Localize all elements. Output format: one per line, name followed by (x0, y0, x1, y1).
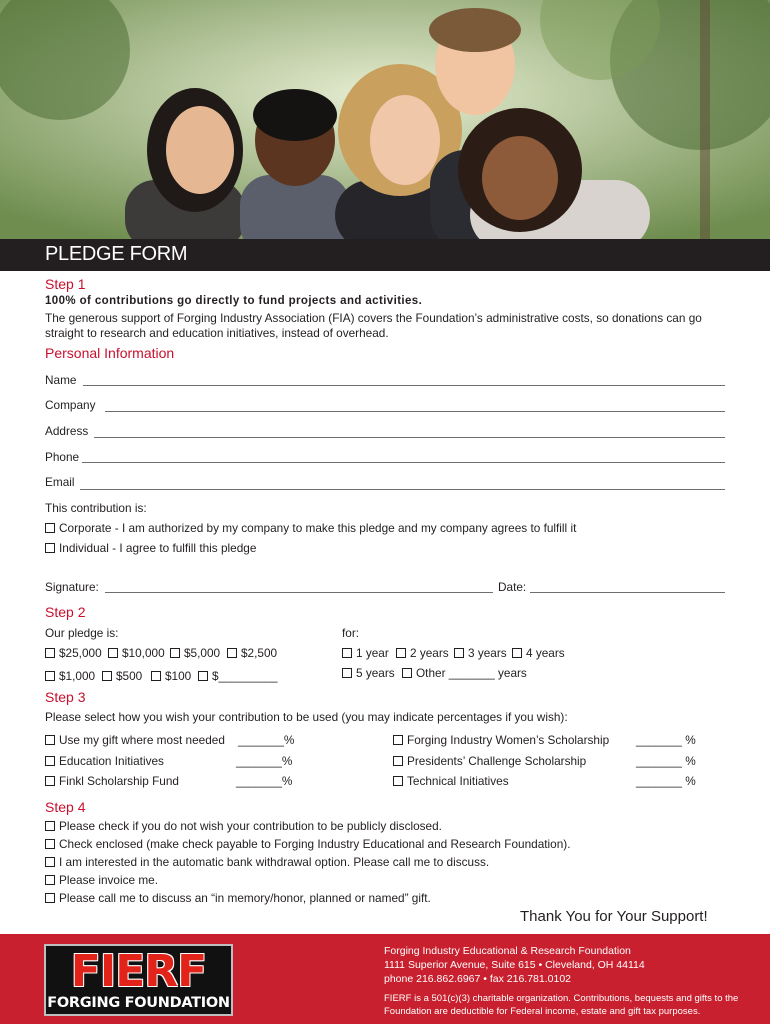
signature-label: Signature: (45, 580, 99, 594)
corporate-option-label: Corporate - I am authorized by my company to make this pledge and my company agrees to fulfill it (59, 521, 577, 535)
phone-field[interactable] (82, 462, 725, 463)
amount-25000[interactable] (45, 646, 102, 661)
education-label: Education Initiatives (59, 754, 164, 768)
use-option-finkl[interactable] (45, 774, 179, 789)
personal-info-heading: Personal Information (45, 345, 175, 361)
no-disclosure-checkbox[interactable] (45, 821, 55, 831)
address-label: Address (45, 424, 89, 438)
header-photo (0, 0, 770, 239)
individual-option-label: Individual - I agree to fulfill this pledge (59, 541, 257, 555)
step4-option-check-enclosed[interactable] (45, 837, 571, 852)
date-label: Date: (498, 580, 527, 594)
check-enclosed-label: Check enclosed (make check payable to Forging Industry Educational and Research Foundation). (59, 837, 571, 851)
most-needed-percent[interactable]: _______% (238, 733, 295, 747)
bank-withdrawal-label: I am interested in the automatic bank withdrawal option. Please call me to discuss. (59, 855, 490, 869)
corporate-option[interactable] (45, 521, 576, 536)
amount-10000-checkbox[interactable] (108, 648, 118, 658)
amount-2500[interactable] (227, 646, 277, 661)
amount-other[interactable] (198, 669, 278, 684)
amount-500-checkbox[interactable] (102, 671, 112, 681)
step3-heading: Step 3 (45, 689, 86, 705)
date-field[interactable] (530, 592, 725, 593)
for-label: for: (342, 626, 360, 640)
years-5[interactable] (342, 666, 395, 681)
page-title: PLEDGE FORM (45, 243, 188, 265)
years-other-label: Other _______ years (416, 666, 527, 680)
education-checkbox[interactable] (45, 756, 55, 766)
amount-100-label: $100 (165, 669, 192, 683)
footer-tax-line2: Foundation are deductible for Federal income, estate and gift tax purposes. (384, 1006, 701, 1017)
years-3-label: 3 years (468, 646, 507, 660)
most-needed-label: Use my gift where most needed (59, 733, 225, 747)
womens-scholarship-percent[interactable]: _______ % (636, 733, 696, 747)
technical-checkbox[interactable] (393, 776, 403, 786)
years-other[interactable] (402, 666, 527, 681)
finkl-checkbox[interactable] (45, 776, 55, 786)
use-option-presidents-challenge[interactable] (393, 754, 586, 769)
company-field[interactable] (105, 411, 725, 412)
memorial-gift-label: Please call me to discuss an “in memory/honor, planned or named” gift. (59, 891, 431, 905)
amount-other-label: $_________ (212, 669, 278, 683)
amount-5000-label: $5,000 (184, 646, 221, 660)
company-label: Company (45, 398, 96, 412)
thank-you-text: Thank You for Your Support! (520, 908, 708, 925)
presidents-challenge-label: Presidents’ Challenge Scholarship (407, 754, 587, 768)
logo-wordmark: FIERF (70, 946, 207, 997)
years-3-checkbox[interactable] (454, 648, 464, 658)
step4-option-memorial-gift[interactable] (45, 891, 431, 906)
amount-10000-label: $10,000 (122, 646, 165, 660)
presidents-challenge-percent[interactable]: _______ % (636, 754, 696, 768)
pledge-label: Our pledge is: (45, 626, 119, 640)
invoice-label: Please invoice me. (59, 873, 159, 887)
corporate-checkbox[interactable] (45, 523, 55, 533)
step4-heading: Step 4 (45, 799, 86, 815)
amount-500-label: $500 (116, 669, 143, 683)
use-option-technical[interactable] (393, 774, 509, 789)
title-bar (0, 239, 770, 271)
amount-25000-label: $25,000 (59, 646, 102, 660)
name-field[interactable] (83, 385, 725, 386)
email-field[interactable] (80, 489, 725, 490)
amount-2500-label: $2,500 (241, 646, 278, 660)
check-enclosed-checkbox[interactable] (45, 839, 55, 849)
amount-100-checkbox[interactable] (151, 671, 161, 681)
years-1-label: 1 year (356, 646, 389, 660)
finkl-label: Finkl Scholarship Fund (59, 774, 179, 788)
technical-percent[interactable]: _______ % (636, 774, 696, 788)
email-label: Email (45, 475, 75, 489)
amount-other-checkbox[interactable] (198, 671, 208, 681)
amount-1000-label: $1,000 (59, 669, 96, 683)
memorial-gift-checkbox[interactable] (45, 893, 55, 903)
years-2-checkbox[interactable] (396, 648, 406, 658)
most-needed-checkbox[interactable] (45, 735, 55, 745)
no-disclosure-label: Please check if you do not wish your contribution to be publicly disclosed. (59, 819, 442, 833)
individual-option[interactable] (45, 541, 256, 556)
name-label: Name (45, 373, 77, 387)
signature-field[interactable] (105, 592, 493, 593)
step1-body-line2: straight to research and education initiatives, instead of overhead. (45, 326, 389, 340)
years-3[interactable] (454, 646, 507, 661)
footer-tax-line1: FIERF is a 501(c)(3) charitable organization. Contributions, bequests and gifts to the (384, 993, 739, 1004)
years-4-checkbox[interactable] (512, 648, 522, 658)
footer-org-name: Forging Industry Educational & Research Foundation (384, 945, 631, 957)
years-4[interactable] (512, 646, 565, 661)
step2-heading: Step 2 (45, 604, 86, 620)
step1-heading: Step 1 (45, 276, 86, 292)
step4-option-bank-withdrawal[interactable] (45, 855, 489, 870)
years-4-label: 4 years (526, 646, 565, 660)
amount-10000[interactable] (108, 646, 165, 661)
step1-body-line1: The generous support of Forging Industry Association (FIA) covers the Foundation’s administrative costs, so donations can go (45, 311, 702, 325)
address-field[interactable] (94, 437, 725, 438)
womens-scholarship-label: Forging Industry Women’s Scholarship (407, 733, 610, 747)
use-option-most-needed[interactable] (45, 733, 225, 748)
individual-checkbox[interactable] (45, 543, 55, 553)
amount-5000-checkbox[interactable] (170, 648, 180, 658)
womens-scholarship-checkbox[interactable] (393, 735, 403, 745)
step1-headline: 100% of contributions go directly to fund projects and activities. (45, 295, 423, 307)
contribution-label: This contribution is: (45, 501, 147, 515)
amount-500[interactable] (102, 669, 142, 684)
years-other-checkbox[interactable] (402, 668, 412, 678)
technical-label: Technical Initiatives (407, 774, 509, 788)
years-1-checkbox[interactable] (342, 648, 352, 658)
step3-instruction: Please select how you wish your contribution to be used (you may indicate percentages if you wish): (45, 710, 568, 724)
amount-25000-checkbox[interactable] (45, 648, 55, 658)
years-2-label: 2 years (410, 646, 449, 660)
amount-1000[interactable] (45, 669, 95, 684)
finkl-percent[interactable]: _______% (236, 774, 293, 788)
use-option-education[interactable] (45, 754, 164, 769)
footer-address: 1111 Superior Avenue, Suite 615 • Cleveland, OH 44114 (384, 959, 645, 971)
step4-option-no-disclosure[interactable] (45, 819, 442, 834)
invoice-checkbox[interactable] (45, 875, 55, 885)
footer-contact: phone 216.862.6967 • fax 216.781.0102 (384, 973, 572, 985)
years-5-checkbox[interactable] (342, 668, 352, 678)
years-5-label: 5 years (356, 666, 395, 680)
presidents-challenge-checkbox[interactable] (393, 756, 403, 766)
step4-option-invoice[interactable] (45, 873, 158, 888)
students-photo-illustration (0, 0, 770, 239)
amount-5000[interactable] (170, 646, 220, 661)
years-1[interactable] (342, 646, 389, 661)
logo-subtitle: FORGING FOUNDATION (47, 995, 230, 1011)
fierf-logo (44, 944, 233, 1016)
amount-100[interactable] (151, 669, 191, 684)
use-option-womens-scholarship[interactable] (393, 733, 609, 748)
education-percent[interactable]: _______% (236, 754, 293, 768)
phone-label: Phone (45, 450, 80, 464)
bank-withdrawal-checkbox[interactable] (45, 857, 55, 867)
amount-1000-checkbox[interactable] (45, 671, 55, 681)
amount-2500-checkbox[interactable] (227, 648, 237, 658)
years-2[interactable] (396, 646, 449, 661)
